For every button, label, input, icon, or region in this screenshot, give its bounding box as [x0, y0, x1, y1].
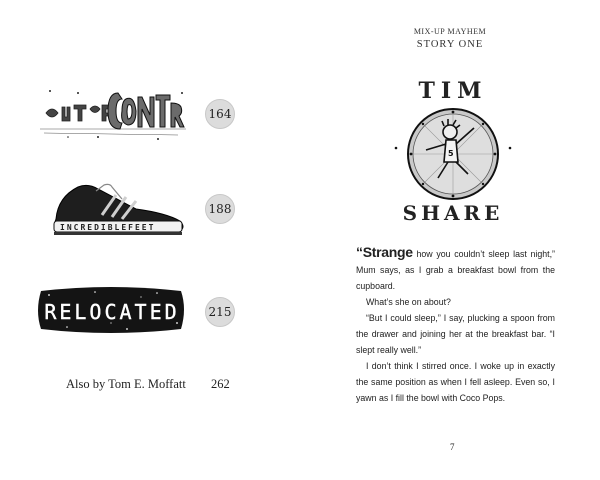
toc-page-number: 188 — [205, 194, 235, 224]
toc-entry-incredible-feet[interactable] — [0, 169, 300, 249]
svg-text:RELOCATED: RELOCATED — [44, 300, 180, 324]
boy-in-clock-illustration — [378, 68, 528, 228]
running-head-series: MIX-UP MAYHEM — [413, 27, 487, 36]
paragraph: I don’t think I stirred once. I woke up in exactly the same position as when I fell asleep. Even so, I yawn as I fill the bowl with Coco Pops. — [356, 361, 555, 403]
story-page — [300, 0, 600, 480]
out-of-control-title-art — [38, 83, 188, 143]
toc-entry-relocated[interactable] — [0, 271, 300, 351]
page-number: 7 — [450, 442, 455, 452]
sneaker-illustration — [50, 175, 190, 239]
running-head-story: STORY ONE — [416, 39, 484, 50]
emblem-bottom-word: SHARE — [402, 201, 504, 225]
opening-word: “Strange — [356, 244, 413, 260]
toc-page-number: 164 — [205, 99, 235, 129]
paragraph: What’s she on about? — [366, 297, 451, 307]
toc-entry-out-of-control[interactable] — [0, 75, 300, 155]
emblem-top-word: TIM — [418, 78, 488, 104]
story-body-text — [356, 244, 555, 406]
svg-text:5: 5 — [448, 149, 454, 158]
also-by-label[interactable]: Also by Tom E. Moffatt — [66, 377, 186, 391]
paragraph: “Strange how you couldn’t sleep last night,” Mum says, as I grab a breakfast bowl from the cupboard. — [356, 244, 555, 291]
story-title-emblem — [378, 68, 528, 228]
toc-page-number: 215 — [205, 297, 235, 327]
also-by-page-number: 262 — [211, 377, 230, 391]
paragraph: “But I could sleep,” I say, plucking a spoon from the drawer and joining her at the breakfast bar. “I slept really well.” — [356, 313, 555, 355]
relocated-title-art — [37, 283, 187, 337]
svg-text:INCREDIBLEFEET: INCREDIBLEFEET — [60, 223, 156, 232]
